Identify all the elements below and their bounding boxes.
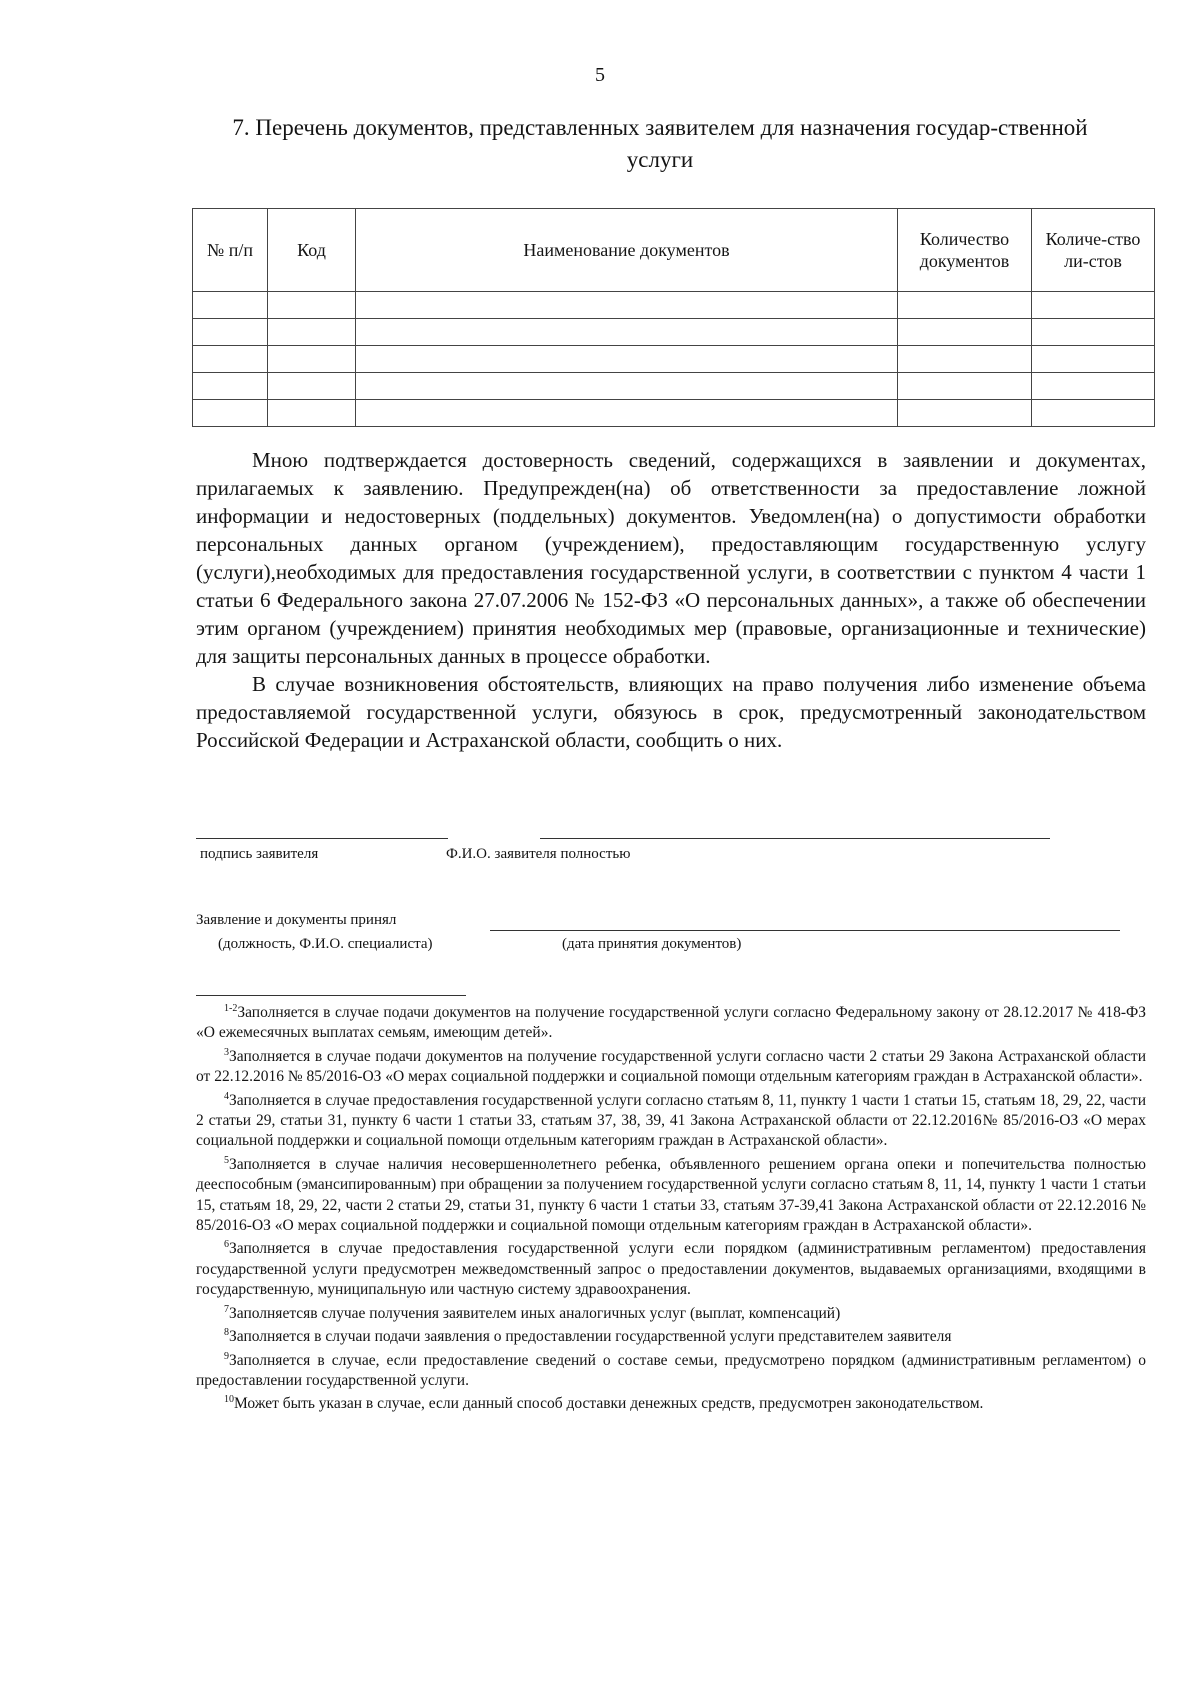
- footnote: [196, 1304, 1146, 1324]
- footnote-text: Заполняется в случае подачи документов на получение государственной услуги согласно части 2 статьи 29 Закона Астраханской области от 22.12.2016 № 85/2016-ОЗ «О мерах социальной поддержки и социальной помощи отдельным категориям граждан в Астраханской области».: [196, 1047, 1146, 1086]
- table-cell[interactable]: [1032, 319, 1155, 346]
- footnote-mark: 10: [224, 1394, 234, 1406]
- applicant-signature-line[interactable]: [196, 838, 448, 839]
- table-cell[interactable]: [193, 346, 268, 373]
- col-header-sheets-count: Количе-ство ли-стов: [1032, 209, 1155, 292]
- footnote-mark: 3: [224, 1046, 229, 1058]
- acceptance-date-label: (дата принятия документов): [562, 936, 742, 952]
- table-row: [193, 346, 1155, 373]
- table-cell[interactable]: [1032, 373, 1155, 400]
- footnote-mark: 4: [224, 1090, 229, 1102]
- table-cell[interactable]: [898, 292, 1032, 319]
- footnote: [196, 1091, 1146, 1152]
- table-cell[interactable]: [193, 319, 268, 346]
- table-cell[interactable]: [193, 373, 268, 400]
- footnote-text: Заполняется в случаи подачи заявления о предоставлении государственной услуги представителем заявителя: [229, 1328, 952, 1346]
- table-cell[interactable]: [268, 346, 356, 373]
- footnote-text: Заполняется в случае подачи документов на получение государственной услуги согласно Федеральному закону от 28.12.2017 № 418-ФЗ «О ежемесячных выплатах семьям, имеющим детей».: [196, 1004, 1146, 1042]
- table-cell[interactable]: [1032, 292, 1155, 319]
- table-cell[interactable]: [193, 292, 268, 319]
- table-row: [193, 292, 1155, 319]
- table-cell[interactable]: [268, 292, 356, 319]
- applicant-signature-label: подпись заявителя: [200, 846, 319, 862]
- table-row: [193, 319, 1155, 346]
- table-cell[interactable]: [898, 400, 1032, 427]
- footnote-mark: 5: [224, 1154, 229, 1166]
- col-header-document-name: Наименование документов: [356, 209, 898, 292]
- applicant-name-label: Ф.И.О. заявителя полностью: [446, 846, 631, 862]
- footnote-mark: 8: [224, 1326, 229, 1338]
- confirmation-text: [196, 446, 1146, 754]
- table-row: [193, 373, 1155, 400]
- table-row: [193, 400, 1155, 427]
- footnote-mark: 9: [224, 1350, 229, 1362]
- table-cell[interactable]: [268, 400, 356, 427]
- table-cell[interactable]: [898, 346, 1032, 373]
- table-cell[interactable]: [898, 373, 1032, 400]
- footnote: [196, 1239, 1146, 1300]
- footnote-mark: 6: [224, 1239, 229, 1251]
- footnote-text: Заполняется в случае предоставления государственной услуги если порядком (административным регламентом) предоставления государственной услуги предусмотрен межведомственный запрос о предоставлении документов, выдаваемых организациями, входящими в государственную, муниципальную или частную систему здравоохранения.: [196, 1240, 1146, 1299]
- table-cell[interactable]: [268, 373, 356, 400]
- table-header-row: [193, 209, 1155, 292]
- footnote-text: Может быть указан в случае, если данный способ доставки денежных средств, предусмотрен законодательством.: [234, 1395, 984, 1413]
- footnote-mark: 1-2: [224, 1002, 238, 1014]
- documents-table: [192, 208, 1155, 427]
- col-header-documents-count: Количество документов: [898, 209, 1032, 292]
- table-cell[interactable]: [356, 319, 898, 346]
- table-cell[interactable]: [268, 319, 356, 346]
- footnote-text: Заполняется в случае наличия несовершеннолетнего ребенка, объявленного решением органа опеки и попечительства полностью дееспособным (эмансипированным) при обращении за получением государственной услуги согласно статьям 8, 11, 14, пункту 1 части 1 статьи 15, статьям 18, 29, 22, части 2 статьи 29, статьи 31, пункту 6 части 1 статьи 33, статьям 37-39,41 Закона Астраханской области от 22.12.2016 № 85/2016-ОЗ «О мерах социальной поддержки и социальной помощи отдельным категориям граждан в Астраханской области».: [196, 1155, 1146, 1235]
- footnote: [196, 1003, 1146, 1044]
- applicant-name-line[interactable]: [540, 838, 1050, 839]
- specialist-label: (должность, Ф.И.О. специалиста): [218, 936, 433, 952]
- col-header-number: № п/п: [193, 209, 268, 292]
- footnote: [196, 1351, 1146, 1392]
- table-cell[interactable]: [356, 400, 898, 427]
- accepted-by-label: Заявление и документы принял: [196, 912, 397, 928]
- page-number: 5: [595, 64, 605, 86]
- paragraph-obligation: В случае возникновения обстоятельств, влияющих на право получения либо изменение объема предоставляемой государственной услуги, обязуюсь в срок, предусмотренный законодательством Российской Федерации и Астраханской области, сообщить о них.: [196, 672, 1146, 752]
- footnote: [196, 1394, 1146, 1414]
- footnote-text: Заполняетсяв случае получения заявителем иных аналогичных услуг (выплат, компенсаций): [229, 1304, 841, 1322]
- table-cell[interactable]: [1032, 400, 1155, 427]
- table-cell[interactable]: [898, 319, 1032, 346]
- table-cell[interactable]: [356, 373, 898, 400]
- table-cell[interactable]: [356, 292, 898, 319]
- accepted-by-line[interactable]: [490, 930, 1120, 931]
- footnote: [196, 1047, 1146, 1088]
- table-cell[interactable]: [1032, 346, 1155, 373]
- table-cell[interactable]: [193, 400, 268, 427]
- footnote-separator: [196, 995, 466, 996]
- footnote: [196, 1327, 1146, 1347]
- table-cell[interactable]: [356, 346, 898, 373]
- footnote-text: Заполняется в случае, если предоставление сведений о составе семьи, предусмотрено порядком (административным регламентом) о предоставлении государственной услуги.: [196, 1351, 1146, 1389]
- col-header-code: Код: [268, 209, 356, 292]
- paragraph-confirmation: Мною подтверждается достоверность сведений, содержащихся в заявлении и документах, прилагаемых к заявлению. Предупрежден(на) об ответственности за предоставление ложной информации и недостоверных (поддельных) документов. Уведомлен(на) о допустимости обработки персональных данных органом (учреждением), предоставляющим государственную услугу (услуги),необходимых для предоставления государственной услуги, в соответствии с пунктом 4 части 1 статьи 6 Федерального закона 27.07.2006 № 152-ФЗ «О персональных данных», а также об обеспечении этим органом (учреждением) принятия необходимых мер (правовые, организационные и технические) для защиты персональных данных в процессе обработки.: [196, 448, 1146, 668]
- section-title: 7. Перечень документов, представленных заявителем для назначения государ-ственной услуги: [232, 115, 1088, 172]
- footnote-text: Заполняется в случае предоставления государственной услуги согласно статьям 8, 11, пункту 1 части 1 статьи 15, статьям 18, 29, 22, части 2 статьи 29, статьи 31, пункту 6 части 1 статьи 33, статьям 37, 38, 39, 41 Закона Астраханской области от 22.12.2016№ 85/2016-ОЗ «О мерах социальной поддержки и социальной помощи отдельным категориям граждан в Астраханской области».: [196, 1091, 1146, 1150]
- footnote: [196, 1155, 1146, 1237]
- footnote-mark: 7: [224, 1303, 229, 1315]
- footnotes: [196, 1003, 1146, 1418]
